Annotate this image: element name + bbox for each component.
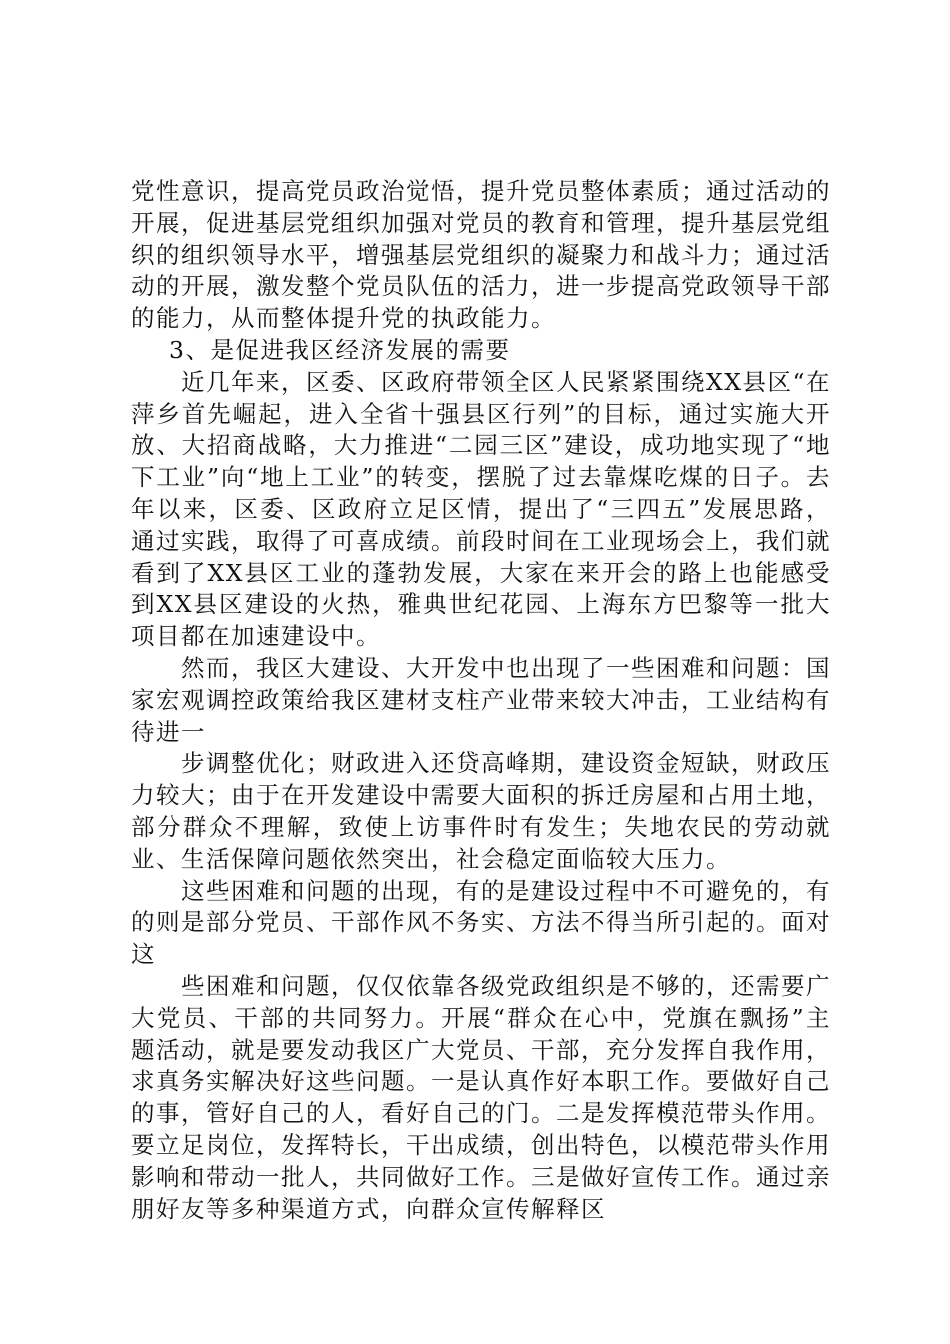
section-heading: 3、是促进我区经济发展的需要 <box>169 335 511 364</box>
paragraph: 些困难和问题，仅仅依靠各级党政组织是不够的，还需要广大党员、干部的共同努力。开展“群众在心中，党旗在飘扬”主题活动，就是要发动我区广大党员、干部，充分发挥自我作用，求真务实解决好这些问题。一是认真作好本职工作。要做好自己的事，管好自己的人，看好自己的门。二是发挥模范带头作用。要立足岗位，发挥特长，干出成绩，创出特色，以模范带头作用影响和带动一批人，共同做好工作。三是做好宣传工作。通过亲朋好友等多种渠道方式，向群众宣传解释区 <box>131 971 831 1223</box>
paragraph: 这些困难和问题的出现，有的是建设过程中不可避免的，有的则是部分党员、干部作风不务实、方法不得当所引起的。面对这 <box>131 876 831 969</box>
paragraph: 党性意识，提高党员政治觉悟，提升党员整体素质；通过活动的开展，促进基层党组织加强对党员的教育和管理，提升基层党组织的组织领导水平，增强基层党组织的凝聚力和战斗力；通过活动的开展，激发整个党员队伍的活力，进一步提高党政领导干部的能力，从而整体提升党的执政能力。 <box>131 177 831 333</box>
paragraph: 近几年来，区委、区政府带领全区人民紧紧围绕XX县区“在萍乡首先崛起，进入全省十强县区行列”的目标，通过实施大开放、大招商战略，大力推进“二园三区”建设，成功地实现了“地下工业”向“地上工业”的转变，摆脱了过去靠煤吃煤的日子。去年以来，区委、区政府立足区情，提出了“三四五”发展思路，通过实践，取得了可喜成绩。前段时间在工业现场会上，我们就看到了XX县区工业的蓬勃发展，大家在来开会的路上也能感受到XX县区建设的火热，雅典世纪花园、上海东方巴黎等一批大项目都在加速建设中。 <box>131 367 831 651</box>
paragraph: 步调整优化；财政进入还贷高峰期，建设资金短缺，财政压力较大；由于在开发建设中需要大面积的拆迁房屋和占用土地，部分群众不理解，致使上访事件时有发生；失地农民的劳动就业、生活保障问题依然突出，社会稳定面临较大压力。 <box>131 749 831 873</box>
document-body <box>131 176 831 1225</box>
paragraph: 然而，我区大建设、大开发中也出现了一些困难和问题：国家宏观调控政策给我区建材支柱产业带来较大冲击，工业结构有待进一 <box>131 653 831 746</box>
